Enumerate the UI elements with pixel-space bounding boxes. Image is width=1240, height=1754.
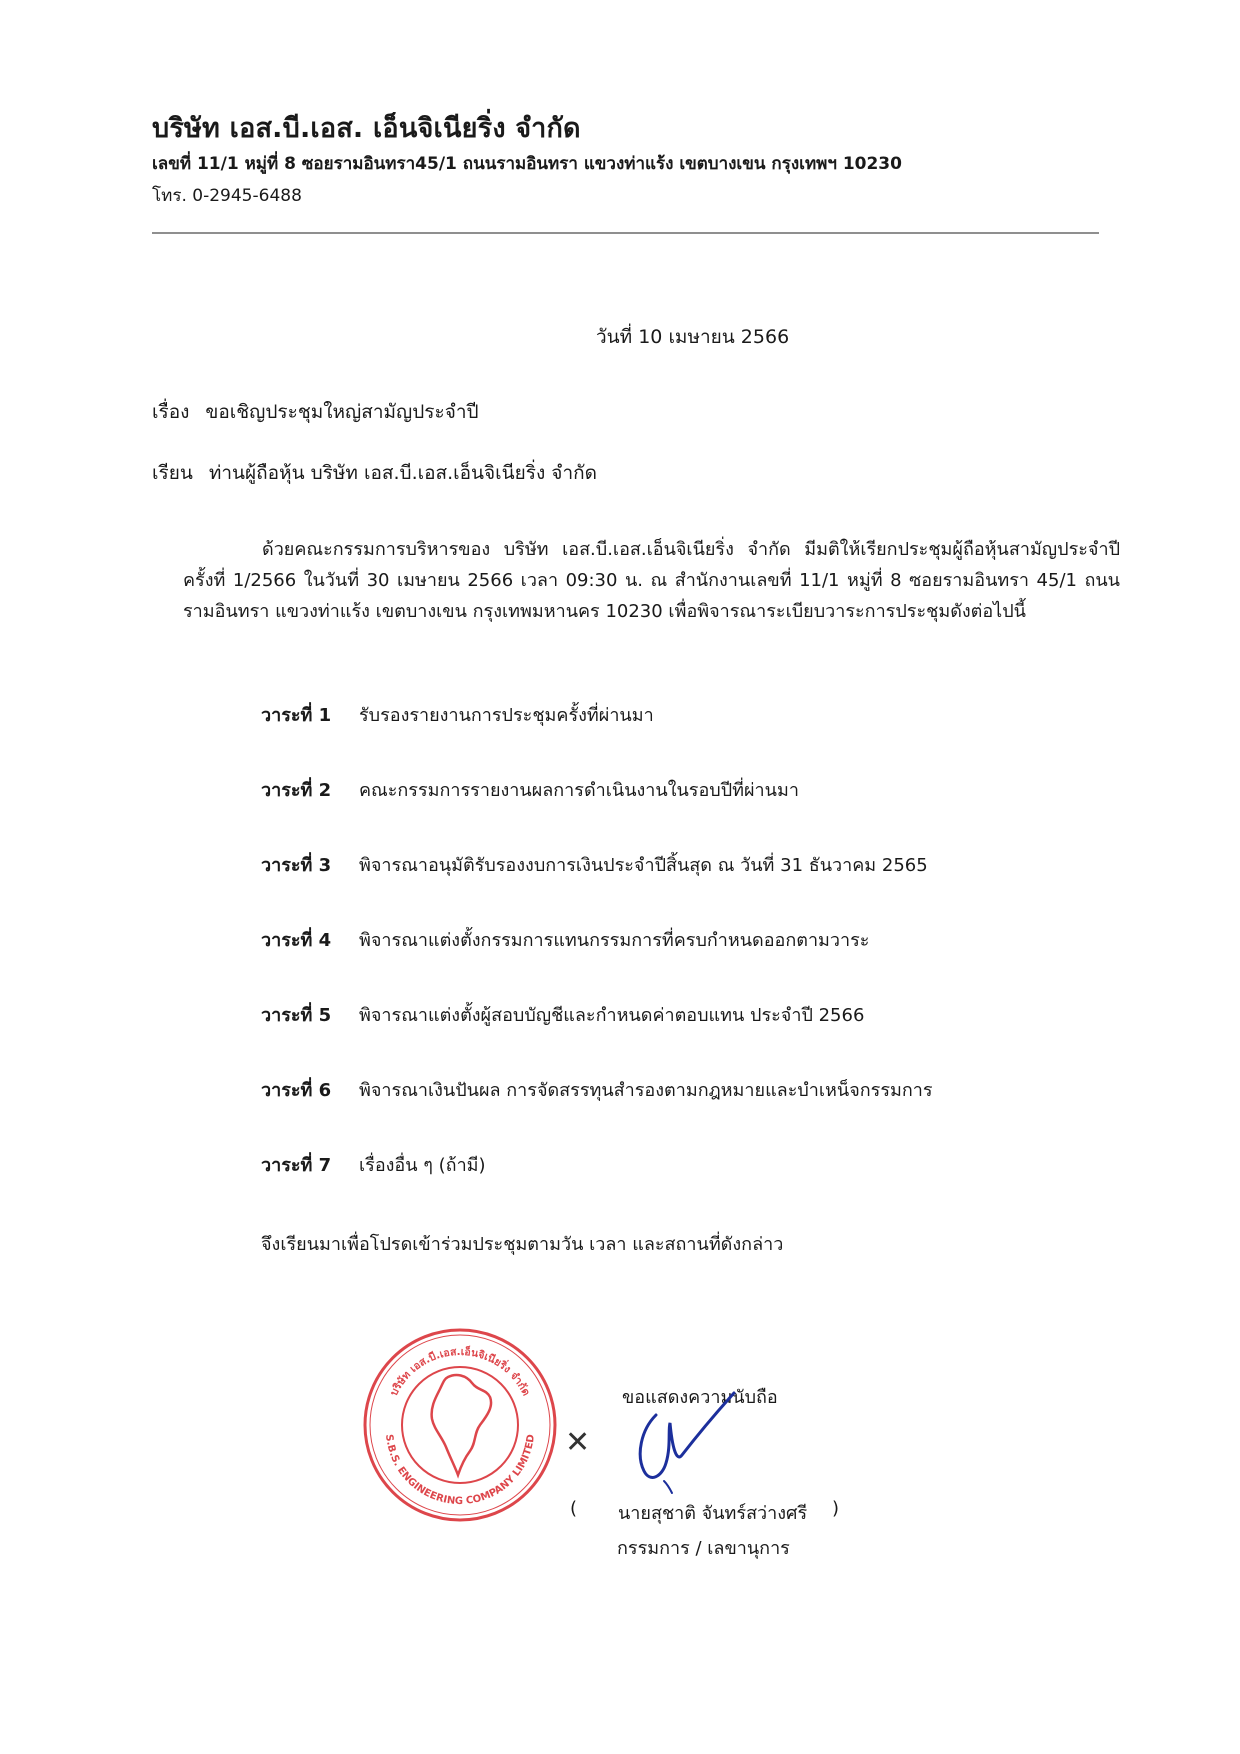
agenda-label: วาระที่ 2 — [261, 780, 332, 801]
signer-name: นายสุชาติ จันทร์สว่างศรี — [618, 1503, 808, 1524]
agenda-item — [261, 925, 933, 1000]
letter-date: วันที่ 10 เมษายน 2566 — [596, 326, 790, 348]
agenda-text: พิจารณาแต่งตั้งผู้สอบบัญชีและกำหนดค่าตอบแทน ประจำปี 2566 — [359, 1005, 865, 1026]
svg-text:บริษัท เอส.บี.เอส.เอ็นจิเนียริ — [388, 1344, 532, 1398]
agenda-item — [261, 775, 933, 850]
subject-text: ขอเชิญประชุมใหญ่สามัญประจำปี — [205, 401, 479, 423]
body-paragraph: ด้วยคณะกรรมการบริหารของ บริษัท เอส.บี.เอส.เอ็นจิเนียริ่ง จำกัด มีมติให้เรียกประชุมผู้ถือหุ้นสามัญประจำปี ครั้งที่ 1/2566 ในวันที่ 30 เมษายน 2566 เวลา 09:30 น. ณ สำนักงานเลขที่ 11/1 หมู่ที่ 8 ซอยรามอินทรา 45/1 ถนนรามอินทรา แขวงท่าแร้ง เขตบางเขน กรุงเทพมหานคร 10230 เพื่อพิจารณาระเบียบวาระการประชุมดังต่อไปนี้ — [183, 539, 1120, 622]
agenda-text: พิจารณาอนุมัติรับรองงบการเงินประจำปีสิ้นสุด ณ วันที่ 31 ธันวาคม 2565 — [359, 855, 928, 876]
agenda-item — [261, 1000, 933, 1075]
company-phone: โทร. 0-2945-6488 — [152, 186, 302, 206]
close-parenthesis: ) — [832, 1498, 840, 1519]
company-seal — [360, 1325, 560, 1525]
regards-text: ขอแสดงความนับถือ — [622, 1387, 778, 1408]
header-divider — [152, 232, 1099, 234]
seal-arc-text-top: บริษัท เอส.บี.เอส.เอ็นจิเนียริ่ง จำกัด — [387, 1345, 533, 1398]
agenda-text: คณะกรรมการรายงานผลการดำเนินงานในรอบปีที่ผ่านมา — [359, 780, 799, 801]
agenda-list — [261, 700, 933, 1225]
handwritten-signature — [616, 1385, 766, 1495]
agenda-label: วาระที่ 3 — [261, 855, 332, 876]
agenda-label: วาระที่ 4 — [261, 930, 332, 951]
agenda-item — [261, 1075, 933, 1150]
recipient-text: ท่านผู้ถือหุ้น บริษัท เอส.บี.เอส.เอ็นจิเนียริ่ง จำกัด — [208, 462, 597, 484]
open-parenthesis: ( — [570, 1498, 578, 1519]
agenda-item — [261, 700, 933, 775]
recipient-line — [152, 458, 597, 488]
subject-label: เรื่อง — [152, 401, 190, 423]
cross-mark: ✕ — [565, 1425, 591, 1460]
seal-arc-text-bottom: S.B.S. ENGINEERING COMPANY LIMITED — [383, 1433, 537, 1508]
company-name: บริษัท เอส.บี.เอส. เอ็นจิเนียริ่ง จำกัด — [152, 113, 581, 144]
agenda-item — [261, 1150, 933, 1225]
agenda-text: พิจารณาเงินปันผล การจัดสรรทุนสำรองตามกฎหมายและบำเหน็จกรรมการ — [359, 1080, 933, 1101]
recipient-label: เรียน — [152, 462, 193, 484]
agenda-item — [261, 850, 933, 925]
agenda-label: วาระที่ 5 — [261, 1005, 332, 1026]
agenda-text: เรื่องอื่น ๆ (ถ้ามี) — [359, 1155, 486, 1176]
seal-mark — [365, 1330, 555, 1520]
agenda-label: วาระที่ 7 — [261, 1155, 332, 1176]
agenda-label: วาระที่ 6 — [261, 1080, 332, 1101]
closing-line: จึงเรียนมาเพื่อโปรดเข้าร่วมประชุมตามวัน เวลา และสถานที่ดังกล่าว — [261, 1234, 784, 1255]
agenda-text: พิจารณาแต่งตั้งกรรมการแทนกรรมการที่ครบกำหนดออกตามวาระ — [359, 930, 870, 951]
agenda-label: วาระที่ 1 — [261, 705, 332, 726]
signer-title: กรรมการ / เลขานุการ — [617, 1538, 790, 1559]
subject-line — [152, 397, 479, 427]
company-address: เลขที่ 11/1 หมู่ที่ 8 ซอยรามอินทรา45/1 ถนนรามอินทรา แขวงท่าแร้ง เขตบางเขน กรุงเทพฯ 10230 — [152, 154, 902, 174]
agenda-text: รับรองรายงานการประชุมครั้งที่ผ่านมา — [359, 705, 654, 726]
